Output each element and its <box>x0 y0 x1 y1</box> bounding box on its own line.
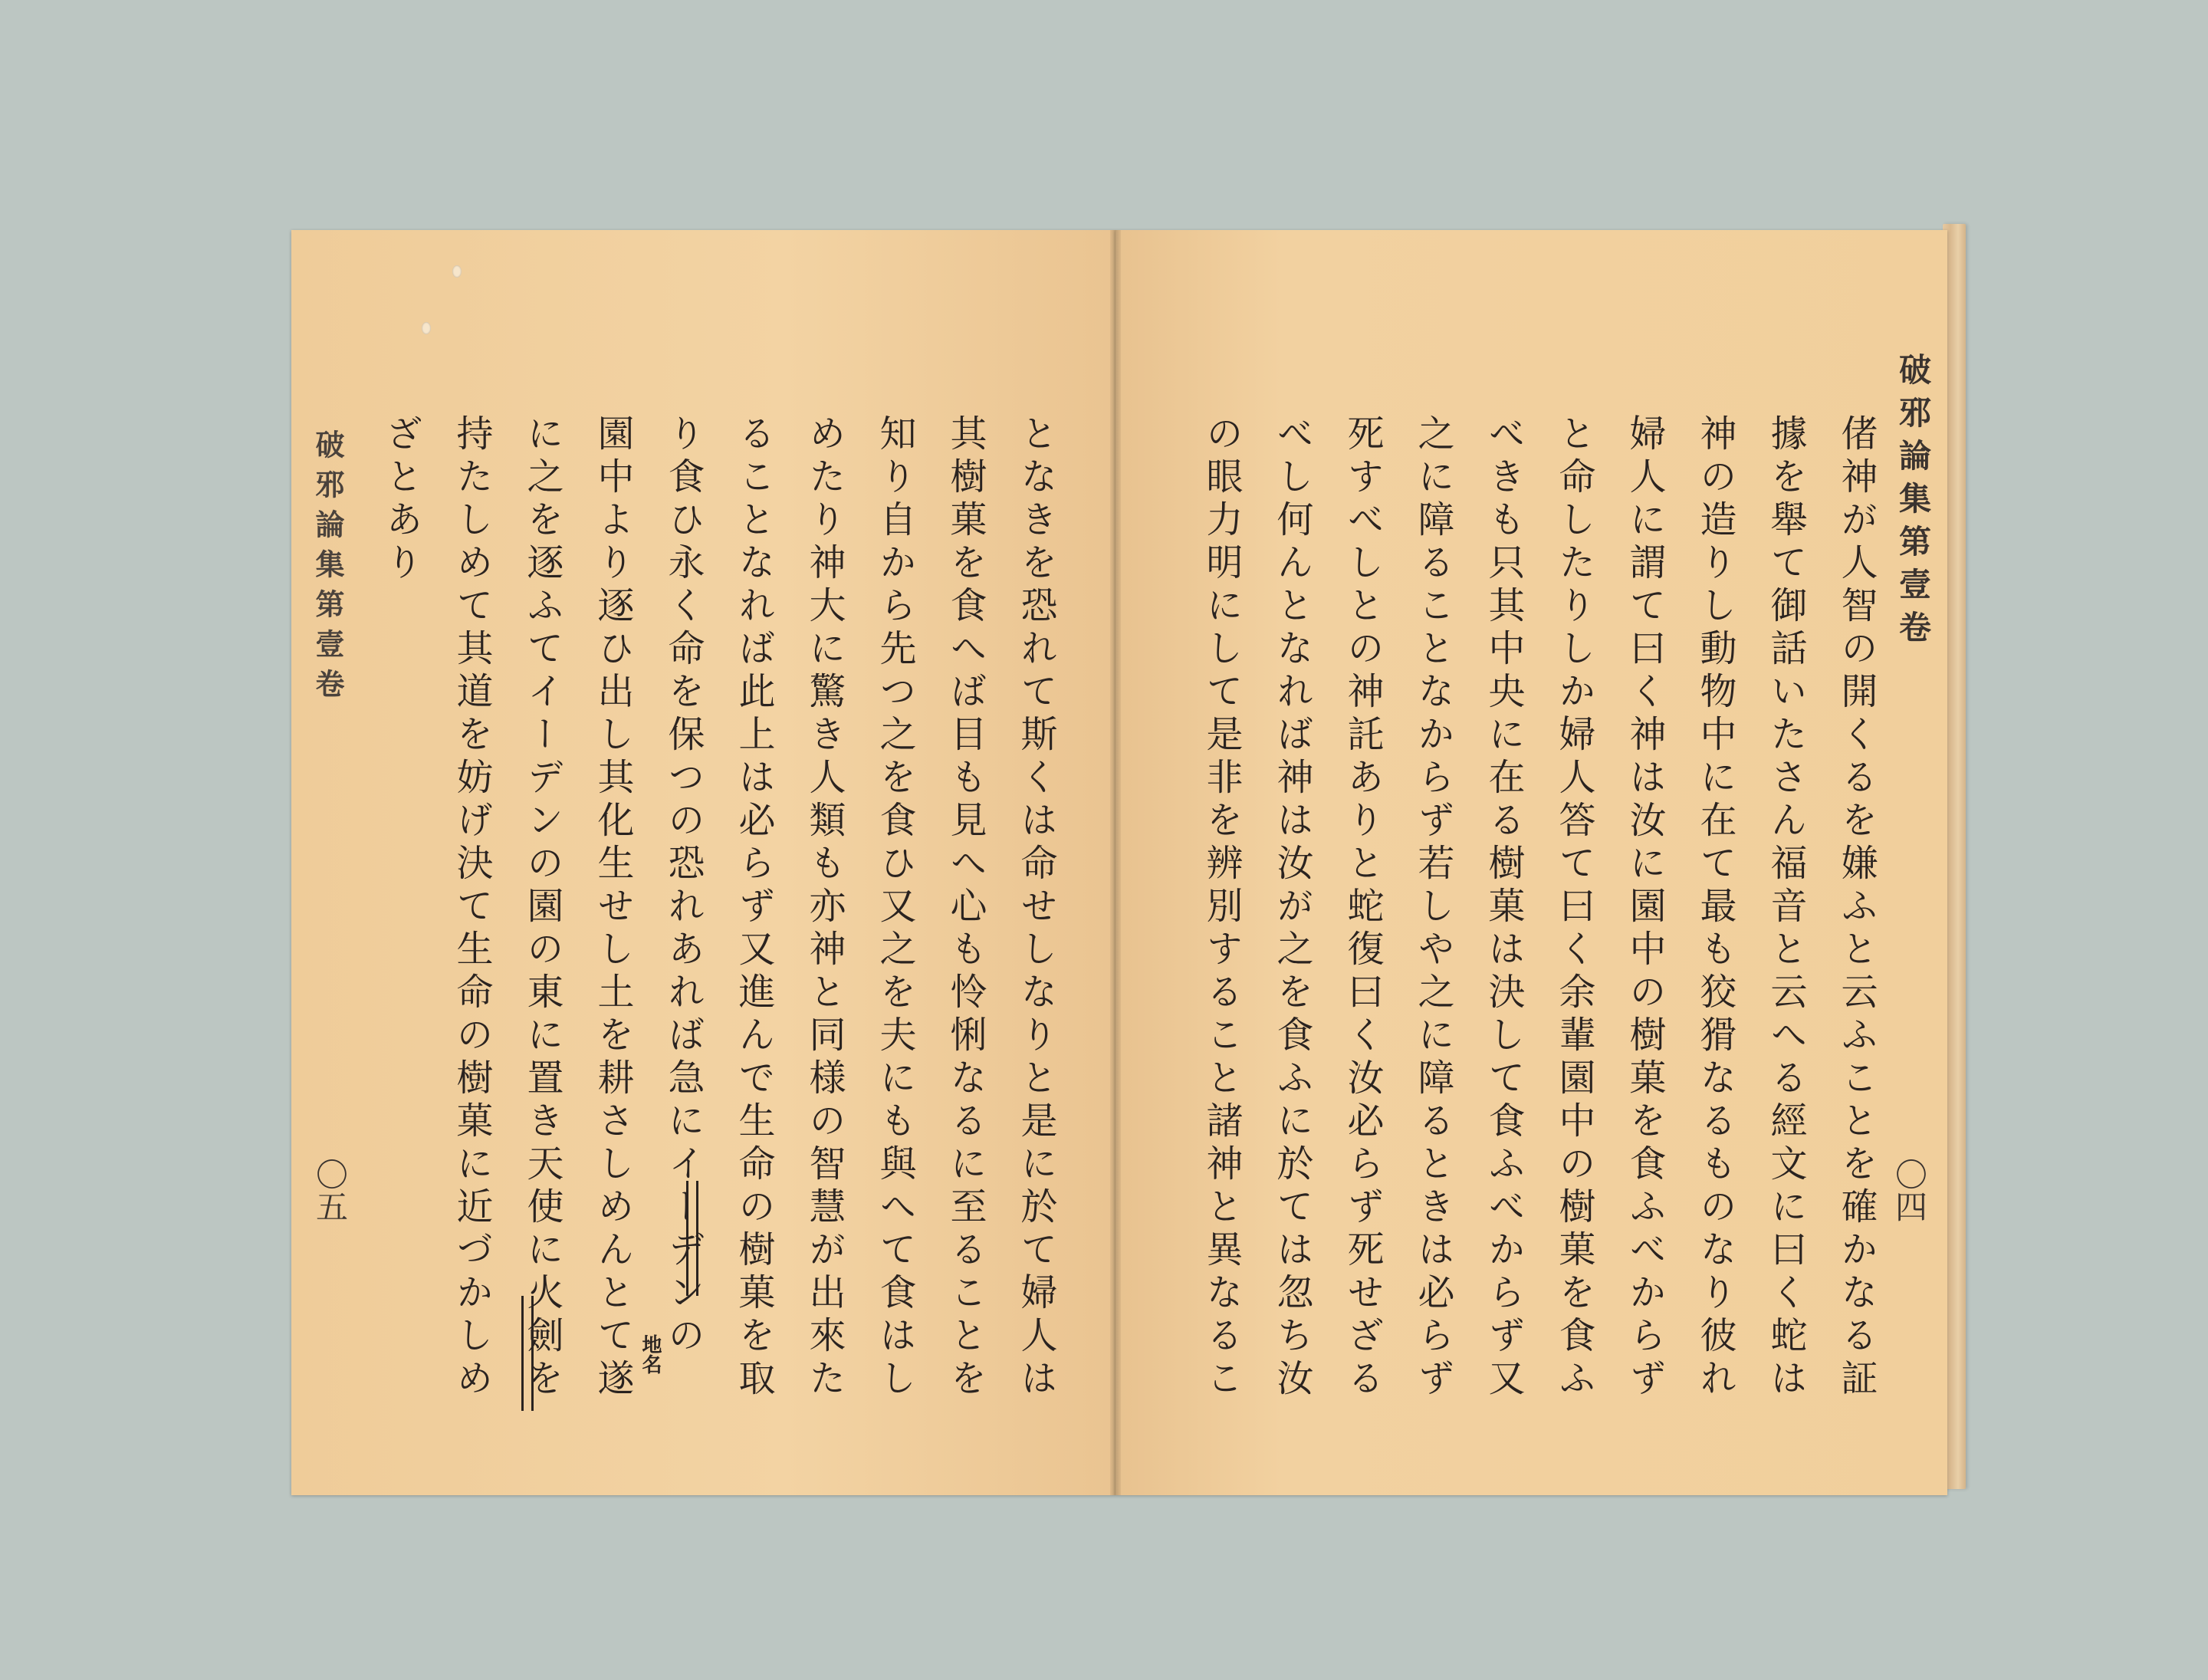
text-column: 持たしめて其道を妨げ決て生命の樹菓に近づかしめ <box>450 414 493 1402</box>
page-number: 〇五 <box>311 1158 349 1222</box>
text-column: となきを恐れて斯くは命せしなりと是に於て婦人は <box>1014 414 1057 1402</box>
text-column: 其樹菓を食へば目も見へ心も怜悧なるに至ることを <box>944 414 987 1402</box>
name-bracket <box>521 1296 534 1411</box>
open-book <box>291 230 1947 1503</box>
text-column: り食ひ永く命を保つの恐れあれば急にイーデンの <box>662 414 705 1359</box>
text-column: に之を逐ふてイーデンの園の東に置き天使に火劍を <box>521 414 564 1402</box>
text-column: と命したりしか婦人答て曰く余輩園中の樹菓を食ふ <box>1552 414 1595 1402</box>
text-column: 神の造りし動物中に在て最も狡猾なるものなり彼れ <box>1694 414 1737 1402</box>
page-number: 〇四 <box>1891 1158 1928 1222</box>
binding-hole <box>452 265 462 278</box>
page-header-title: 破邪論集第壹卷 <box>1894 353 1932 653</box>
text-column: ることなれば此上は必らず又進んで生命の樹菓を取 <box>732 414 775 1402</box>
margin-note: 地名 <box>639 1334 662 1374</box>
right-page <box>1116 230 1947 1495</box>
text-column: べきも只其中央に在る樹菓は決して食ふべからず又 <box>1482 414 1525 1402</box>
text-column: 據を舉て御話いたさん福音と云へる經文に曰く蛇は <box>1764 414 1807 1402</box>
text-column: 死すべしとの神託ありと蛇復曰く汝必らず死せざる <box>1341 414 1384 1402</box>
text-column: ざとあり <box>380 414 422 586</box>
text-column: の眼力明にして是非を辨別すること諸神と異なるこ <box>1200 414 1243 1402</box>
left-page <box>291 230 1116 1495</box>
name-bracket <box>686 1181 698 1296</box>
text-column: べし何んとなれば神は汝が之を食ふに於ては忽ち汝 <box>1270 414 1313 1402</box>
book-gutter <box>1110 230 1121 1495</box>
text-column: 之に障ることなからず若しや之に障るときは必らず <box>1411 414 1454 1402</box>
text-column: めたり神大に驚き人類も亦神と同様の智慧が出來た <box>803 414 846 1402</box>
text-column: 婦人に謂て曰く神は汝に園中の樹菓を食ふべからず <box>1623 414 1666 1402</box>
text-column: 偖神が人智の開くるを嫌ふと云ふことを確かなる証 <box>1835 414 1878 1402</box>
binding-hole <box>422 322 431 334</box>
page-footer-title: 破邪論集第壹卷 <box>310 429 345 708</box>
text-column: 知り自から先つ之を食ひ又之を夫にも與へて食はし <box>873 414 916 1402</box>
text-column: 園中より逐ひ出し其化生せし土を耕さしめんとて遂 <box>591 414 634 1402</box>
